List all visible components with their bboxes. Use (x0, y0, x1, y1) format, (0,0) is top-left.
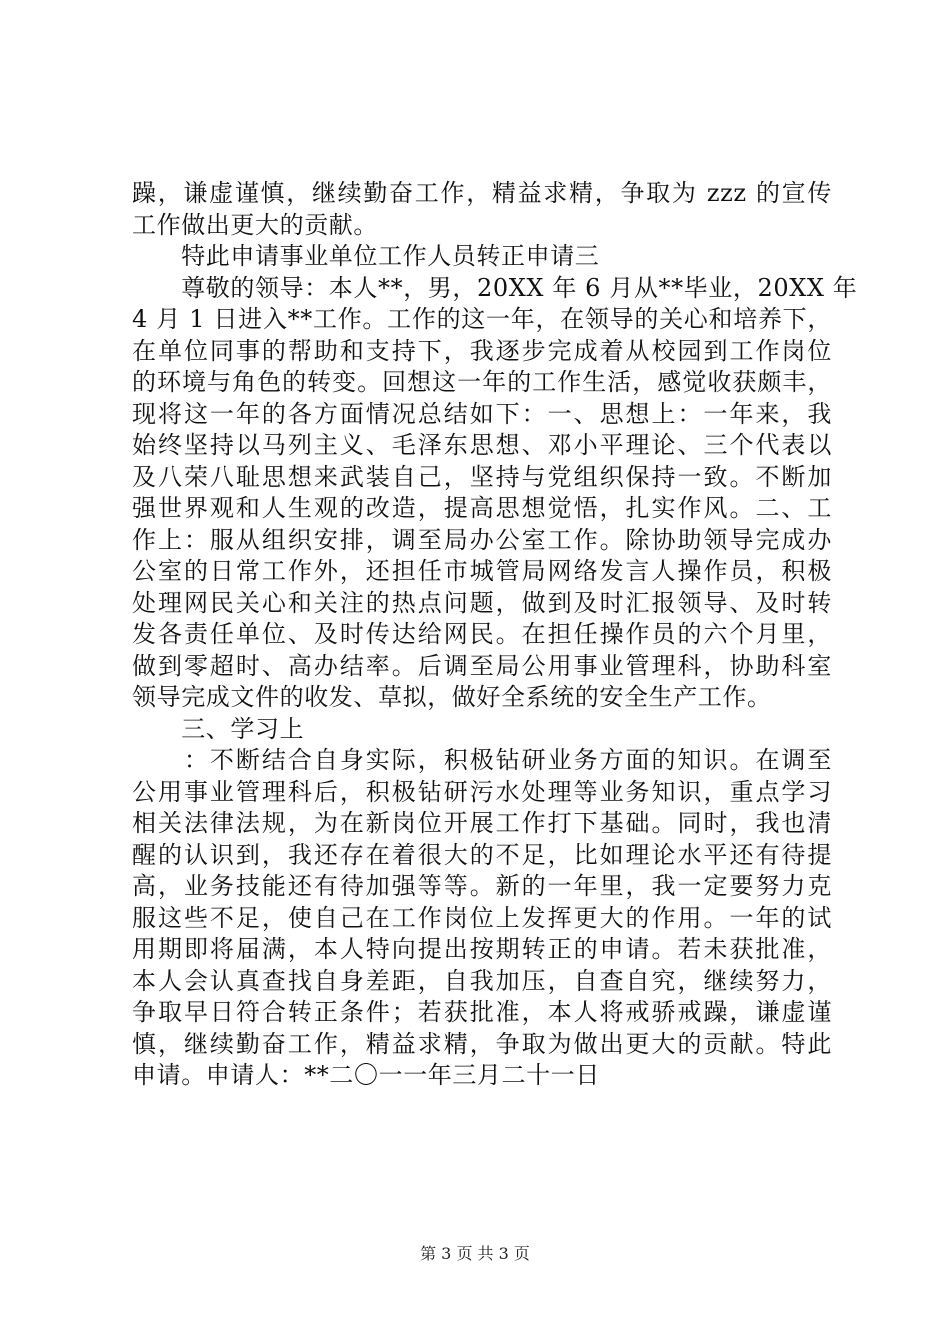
text-line: 高，业务技能还有待加强等等。新的一年里，我一定要努力克 (132, 872, 832, 900)
text-line: 醒的认识到，我还存在着很大的不足，比如理论水平还有待提 (132, 840, 832, 869)
text-line: 争取早日符合转正条件；若获批准，本人将戒骄戒躁，谦虚谨 (132, 998, 832, 1026)
text-line: 在单位同事的帮助和支持下，我逐步完成着从校园到工作岗位 (132, 336, 832, 365)
text-line: 慎，继续勤奋工作，精益求精，争取为做出更大的贡献。特此 (132, 1029, 832, 1058)
text-line: 强世界观和人生观的改造，提高思想觉悟，扎实作风。二、工 (132, 494, 832, 522)
text-line: 本人会认真查找自身差距，自我加压，自查自究，继续努力， (132, 966, 832, 995)
text-line: 躁，谦虚谨慎，继续勤奋工作，精益求精，争取为 zzz 的宣传 (132, 179, 832, 207)
text-line: 的环境与角色的转变。回想这一年的工作生活，感觉收获颇丰， (132, 368, 832, 396)
text-line: 特此申请事业单位工作人员转正申请三 (132, 242, 600, 270)
text-line: 发各责任单位、及时传达给网民。在担任操作员的六个月里， (132, 620, 832, 648)
text-line: 用期即将届满，本人特向提出按期转正的申请。若未获批准， (132, 935, 832, 963)
text-line: 相关法律法规，为在新岗位开展工作打下基础。同时，我也清 (132, 809, 832, 837)
text-line: 现将这一年的各方面情况总结如下：一、思想上：一年来，我 (132, 399, 832, 428)
text-line: 公用事业管理科后，积极钻研污水处理等业务知识，重点学习 (132, 777, 832, 806)
text-line: 做到零超时、高办结率。后调至局公用事业管理科，协助科室 (132, 651, 832, 680)
text-line: 服这些不足，使自己在工作岗位上发挥更大的作用。一年的试 (132, 903, 832, 932)
body-text (132, 178, 858, 1092)
text-line: 领导完成文件的收发、草拟，做好全系统的安全生产工作。 (132, 683, 772, 711)
text-line: 作上：服从组织安排，调至局办公室工作。除协助领导完成办 (132, 525, 832, 554)
page-footer: 第 3 页 共 3 页 (420, 1244, 530, 1263)
text-line: 4 月 1 日进入**工作。工作的这一年，在领导的关心和培养下， (132, 305, 832, 333)
text-line: ：不断结合自身实际，积极钻研业务方面的知识。在调至 (132, 746, 832, 774)
text-line: 申请。申请人：**二〇一一年三月二十一日 (132, 1061, 600, 1089)
text-line: 工作做出更大的贡献。 (132, 210, 378, 239)
text-line: 处理网民关心和关注的热点问题，做到及时汇报领导、及时转 (132, 588, 832, 617)
text-line: 三、学习上 (132, 714, 305, 743)
text-line: 公室的日常工作外，还担任市城管局网络发言人操作员，积极 (132, 557, 832, 585)
text-line: 及八荣八耻思想来武装自己，坚持与党组织保持一致。不断加 (132, 462, 832, 491)
text-line: 尊敬的领导：本人**，男，20XX 年 6 月从**毕业，20XX 年 (132, 273, 858, 302)
text-line: 始终坚持以马列主义、毛泽东思想、邓小平理论、三个代表以 (132, 431, 832, 459)
